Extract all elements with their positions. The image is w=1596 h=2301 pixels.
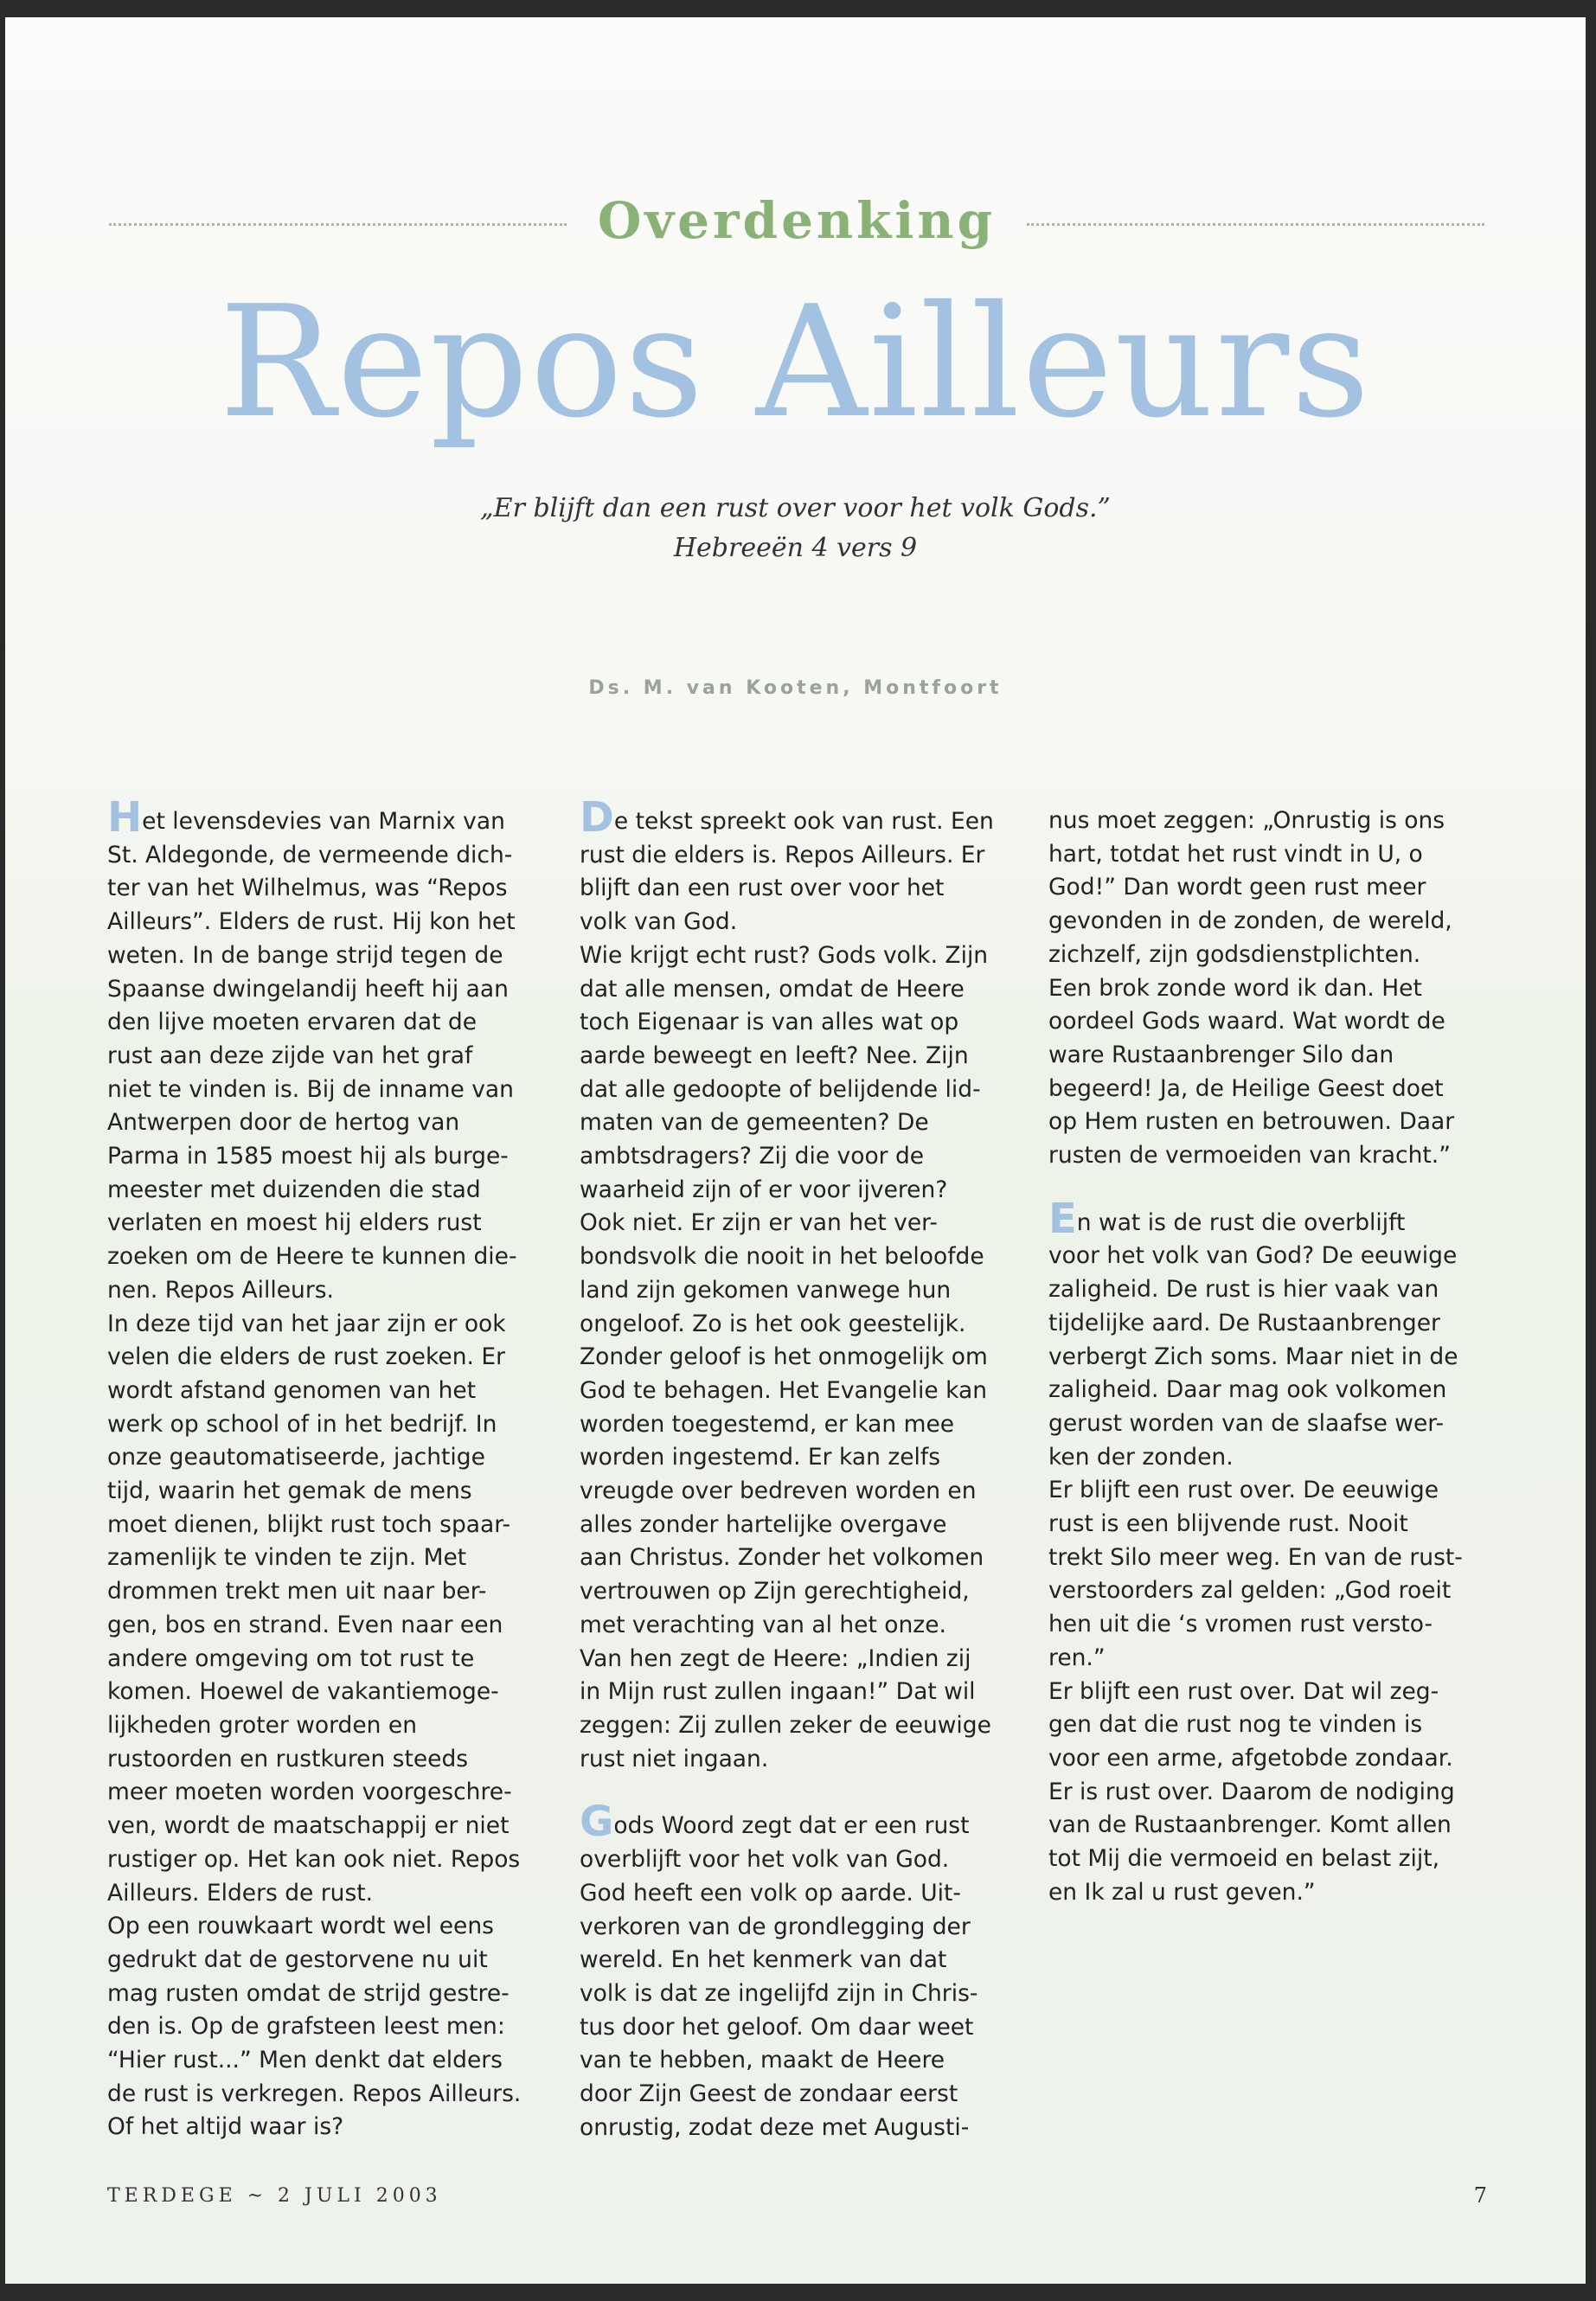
author-byline: Ds. M. van Kooten, Montfoort	[588, 677, 1003, 699]
text-line: worden ingestemd. Er kan zelfs	[580, 1444, 941, 1471]
text-line: door Zijn Geest de zondaar eerst	[580, 2080, 958, 2108]
text-line: oordeel Gods waard. Wat wordt de	[1048, 1008, 1445, 1035]
text-line: op Hem rusten en betrouwen. Daar	[1048, 1108, 1455, 1136]
text-line: dat alle mensen, omdat de Heere	[580, 975, 965, 1003]
text-line: Een brok zonde word ik dan. Het	[1048, 974, 1422, 1002]
text-line: den lijve moeten ervaren dat de	[107, 1009, 478, 1036]
text-line: tijd, waarin het gemak de mens	[107, 1477, 472, 1505]
text-line: zoeken om de Heere te kunnen die-	[107, 1243, 517, 1271]
text-line: hart, totdat het rust vindt in U, o	[1048, 840, 1423, 868]
text-line: den is. Op de grafsteen leest men:	[107, 2013, 505, 2041]
text-line: e tekst spreekt ook van rust. Een	[613, 808, 994, 835]
text-line: vreugde over bedreven worden en	[580, 1477, 977, 1505]
text-line: werk op school of in het bedrijf. In	[107, 1410, 497, 1438]
text-line: de rust is verkregen. Repos Ailleurs.	[107, 2080, 522, 2107]
drop-cap: E	[1048, 1194, 1077, 1243]
paragraph	[580, 1798, 1012, 2144]
text-line: nen. Repos Ailleurs.	[107, 1276, 334, 1304]
text-line: Er is rust over. Daarom de nodiging	[1048, 1778, 1455, 1805]
text-line: zaligheid. Daar mag ook volkomen	[1048, 1376, 1447, 1404]
text-line: drommen trekt men uit naar ber-	[107, 1578, 487, 1606]
text-line: rustoorden en rustkuren steeds	[107, 1745, 469, 1772]
text-line: Antwerpen door de hertog van	[107, 1109, 460, 1137]
text-line: St. Aldegonde, de vermeende dich-	[107, 841, 513, 868]
text-line: volk is dat ze ingelijfd zijn in Chris-	[580, 1979, 978, 2007]
text-line: God te behagen. Het Evangelie kan	[580, 1376, 988, 1404]
text-line: gedrukt dat de gestorvene nu uit	[107, 1945, 488, 1973]
text-line: rust die elders is. Repos Ailleurs. Er	[580, 841, 985, 868]
text-column-2	[580, 793, 1012, 2144]
text-line: gerust worden van de slaafse wer-	[1048, 1409, 1445, 1437]
text-line: God!” Dan wordt geen rust meer	[1048, 874, 1426, 901]
text-line: zaligheid. De rust is hier vaak van	[1048, 1276, 1439, 1304]
text-line: verstoorders zal gelden: „God roeit	[1048, 1577, 1452, 1605]
text-line: blijft dan een rust over voor het	[580, 875, 945, 902]
text-line: tijdelijke aard. De Rustaanbrenger	[1048, 1309, 1440, 1336]
bible-quote	[5, 489, 1586, 568]
drop-cap: D	[580, 793, 614, 842]
section-header	[109, 173, 1484, 268]
text-line: verkoren van de grondlegging der	[580, 1913, 971, 1940]
page-number: 7	[1473, 2183, 1487, 2208]
text-line: dat alle gedoopte of belijdende lid-	[580, 1075, 981, 1103]
text-line: nus moet zeggen: „Onrustig is ons	[1048, 807, 1445, 834]
text-line: begeerd! Ja, de Heilige Geest doet	[1048, 1074, 1444, 1102]
text-line: et levensdevies van Marnix van	[142, 808, 505, 835]
drop-cap: G	[580, 1798, 614, 1847]
text-line: worden toegestemd, er kan mee	[580, 1410, 955, 1438]
text-line: gevonden in de zonden, de wereld,	[1048, 907, 1452, 935]
text-line: zichzelf, zijn godsdienstplichten.	[1048, 940, 1421, 968]
text-line: “Hier rust...” Men denkt dat elders	[107, 2047, 503, 2074]
dotted-rule-right	[1027, 223, 1484, 226]
text-line: trekt Silo meer weg. En van de rust-	[1048, 1543, 1463, 1571]
text-line: gen dat die rust nog te vinden is	[1048, 1711, 1423, 1739]
text-line: Zonder geloof is het onmogelijk om	[580, 1343, 988, 1371]
text-line: Van hen zegt de Heere: „Indien zij	[580, 1644, 971, 1672]
text-line: volk van God.	[580, 908, 738, 936]
text-line: moet dienen, blijkt rust toch spaar-	[107, 1510, 511, 1538]
text-line: Wie krijgt echt rust? Gods volk. Zijn	[580, 941, 989, 969]
text-line: en Ik zal u rust geven.”	[1048, 1878, 1316, 1906]
text-line: rusten de vermoeiden van kracht.”	[1048, 1142, 1451, 1170]
text-line: aan Christus. Zonder het volkomen	[580, 1544, 984, 1572]
text-line: verlaten en moest hij elders rust	[107, 1209, 482, 1237]
text-line: zamenlijk te vinden te zijn. Met	[107, 1544, 467, 1572]
text-line: rustiger op. Het kan ook niet. Repos	[107, 1845, 521, 1873]
text-line: maten van de gemeenten? De	[580, 1109, 929, 1137]
text-line: ambtsdragers? Zij die voor de	[580, 1143, 925, 1170]
text-column-1	[107, 793, 540, 2144]
drop-cap: H	[107, 793, 143, 842]
text-line: rust niet ingaan.	[580, 1745, 769, 1772]
text-line: in Mijn rust zullen ingaan!” Dat wil	[580, 1678, 976, 1706]
text-line: onrustig, zodat deze met Augusti-	[580, 2113, 970, 2141]
text-line: ware Rustaanbrenger Silo dan	[1048, 1041, 1394, 1068]
text-line: n wat is de rust die overblijft	[1076, 1208, 1406, 1236]
quote-reference: Hebreeën 4 vers 9	[673, 533, 918, 563]
text-line: met verachting van al het onze.	[580, 1611, 946, 1638]
text-line: Er blijft een rust over. De eeuwige	[1048, 1477, 1439, 1504]
text-line: land zijn gekomen vanwege hun	[580, 1276, 952, 1304]
text-line: velen die elders de rust zoeken. Er	[107, 1343, 505, 1371]
text-line: Spaanse dwingelandij heeft hij aan	[107, 975, 509, 1003]
text-line: ren.”	[1048, 1644, 1106, 1671]
text-column-3	[1048, 804, 1481, 1910]
text-line: tot Mij die vermoeid en belast zijt,	[1048, 1845, 1440, 1873]
text-line: overblijft voor het volk van God.	[580, 1846, 950, 1874]
text-line: alles zonder hartelijke overgave	[580, 1510, 947, 1538]
text-line: meer moeten worden voorgeschre-	[107, 1779, 512, 1806]
text-line: van de Rustaanbrenger. Komt allen	[1048, 1811, 1452, 1839]
text-line: niet te vinden is. Bij de inname van	[107, 1075, 514, 1103]
text-line: onze geautomatiseerde, jachtige	[107, 1444, 485, 1471]
text-line: Parma in 1585 moest hij als burge-	[107, 1143, 509, 1170]
text-line: vertrouwen op Zijn gerechtigheid,	[580, 1578, 970, 1606]
text-line: gen, bos en strand. Even naar een	[107, 1611, 503, 1638]
text-line: Of het altijd waar is?	[107, 2113, 344, 2141]
dotted-rule-left	[109, 223, 567, 226]
text-line: Op een rouwkaart wordt wel eens	[107, 1913, 494, 1940]
text-line: Ailleurs. Elders de rust.	[107, 1879, 374, 1907]
text-line: mag rusten omdat de strijd gestre-	[107, 1979, 510, 2007]
text-line: weten. In de bange strijd tegen de	[107, 941, 503, 969]
text-line: zeggen: Zij zullen zeker de eeuwige	[580, 1711, 991, 1739]
text-line: In deze tijd van het jaar zijn er ook	[107, 1310, 506, 1337]
text-line: van te hebben, maakt de Heere	[580, 2047, 945, 2074]
text-line: ongeloof. Zo is het ook geestelijk.	[580, 1310, 966, 1337]
text-line: waarheid zijn of er voor ijveren?	[580, 1176, 948, 1203]
text-line: ken der zonden.	[1048, 1443, 1234, 1471]
text-line: Er blijft een rust over. Dat wil zeg-	[1048, 1677, 1439, 1705]
section-label: Overdenking	[597, 191, 997, 250]
text-line: meester met duizenden die stad	[107, 1176, 481, 1203]
magazine-page	[5, 17, 1586, 2284]
text-line: toch Eigenaar is van alles wat op	[580, 1009, 959, 1036]
footer-publication: TERDEGE ~ 2 JULI 2003	[107, 2185, 442, 2207]
text-line: komen. Hoewel de vakantiemoge-	[107, 1678, 499, 1706]
article-title: Repos Ailleurs	[219, 272, 1372, 452]
paragraph	[580, 793, 1012, 1776]
paragraph	[1048, 804, 1481, 1173]
text-line: wereld. En het kenmerk van dat	[580, 1946, 947, 1974]
text-line: verbergt Zich soms. Maar niet in de	[1048, 1343, 1458, 1370]
paragraph	[107, 793, 540, 2144]
text-line: andere omgeving om tot rust te	[107, 1644, 475, 1672]
text-line: rust is een blijvende rust. Nooit	[1048, 1510, 1408, 1538]
text-line: aarde beweegt en leeft? Nee. Zijn	[580, 1042, 969, 1069]
text-line: bondsvolk die nooit in het beloofde	[580, 1243, 984, 1271]
text-line: ter van het Wilhelmus, was “Repos	[107, 875, 508, 902]
text-line: rust aan deze zijde van het graf	[107, 1042, 473, 1069]
text-line: voor het volk van God? De eeuwige	[1048, 1242, 1458, 1270]
text-line: wordt afstand genomen van het	[107, 1376, 477, 1404]
text-line: tus door het geloof. Om daar weet	[580, 2013, 974, 2041]
text-line: God heeft een volk op aarde. Uit-	[580, 1879, 961, 1907]
text-line: Ailleurs”. Elders de rust. Hij kon het	[107, 908, 516, 936]
quote-text: „Er blijft dan een rust over voor het volk Gods.”	[480, 493, 1111, 523]
text-line: voor een arme, afgetobde zondaar.	[1048, 1744, 1453, 1772]
text-line: ods Woord zegt dat er een rust	[613, 1812, 970, 1840]
text-line: ven, wordt de maatschappij er niet	[107, 1812, 510, 1840]
text-line: hen uit die ‘s vromen rust versto-	[1048, 1611, 1433, 1638]
text-line: lijkheden groter worden en	[107, 1711, 417, 1739]
paragraph	[1048, 1194, 1481, 1910]
text-line: Ook niet. Er zijn er van het ver-	[580, 1209, 938, 1237]
